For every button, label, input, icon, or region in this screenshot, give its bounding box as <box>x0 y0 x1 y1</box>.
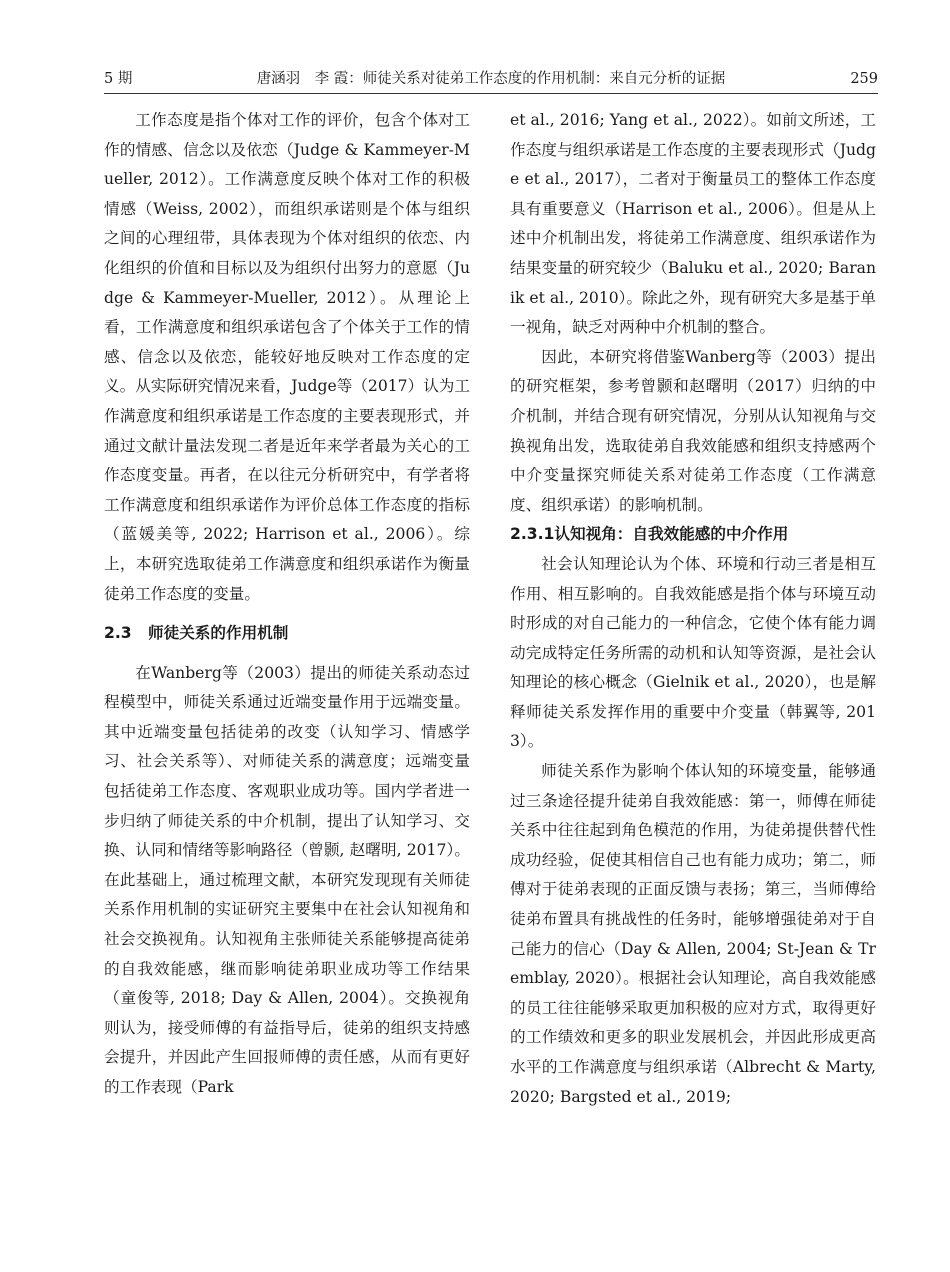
section-number: 2.3 <box>104 624 132 643</box>
issue-label: 5 期 <box>104 71 133 87</box>
paragraph-continuation: et al., 2016; Yang et al., 2022）。如前文所述，工作态度与组织承诺是工作态度的主要表现形式（Judge et al., 2017），二者对于衡量员工的整体工作态度具有重要意义（Harrison et al., 2006）。但是从上述中介机制出发，将徒弟工作满意度、组织承诺作为结果变量的研究较少（Baluku et al., 2020; Baranik et al., 2010）。除此之外，现有研究大多是基于单一视角，缺乏对两种中介机制的整合。 <box>510 111 876 337</box>
paragraph-mechanism: 在Wanberg等（2003）提出的师徒关系动态过程模型中，师徒关系通过近端变量作用于远端变量。其中近端变量包括徒弟的改变（认知学习、情感学习、社会关系等）、对师徒关系的满意度；远端变量包括徒弟工作态度、客观职业成功等。国内学者进一步归纳了师徒关系的中介机制，提出了认知学习、交换、认同和情绪等影响路径（曾颢, 赵曙明, 2017）。在此基础上，通过梳理文献，本研究发现现有关师徒关系作用机制的实证研究主要集中在社会认知视角和社会交换视角。认知视角主张师徒关系能够提高徒弟的自我效能感，继而影响徒弟职业成功等工作结果（童俊等, 2018; Day & Allen, 2004）。交换视角则认为，接受师傅的有益指导后，徒弟的组织支持感会提升，并因此产生回报师傅的责任感，从而有更好的工作表现（Park <box>104 663 470 1096</box>
left-column <box>104 106 470 1103</box>
paragraph-framework: 因此，本研究将借鉴Wanberg等（2003）提出的研究框架，参考曾颢和赵曙明（2017）归纳的中介机制，并结合现有研究情况，分别从认知视角与交换视角出发，选取徒弟自我效能感和组织支持感两个中介变量探究师徒关系对徒弟工作态度（工作满意度、组织承诺）的影响机制。 <box>510 347 876 514</box>
section-heading-2-3 <box>104 619 470 649</box>
subsection-title: 认知视角：自我效能感的中介作用 <box>554 525 789 544</box>
page-number: 259 <box>850 71 878 87</box>
subsection-heading-2-3-1 <box>510 520 876 550</box>
section-title: 师徒关系的作用机制 <box>148 624 289 643</box>
running-title: 唐涵羽 李 霞：师徒关系对徒弟工作态度的作用机制：来自元分析的证据 <box>256 71 726 87</box>
paragraph-self-efficacy: 师徒关系作为影响个体认知的环境变量，能够通过三条途径提升徒弟自我效能感：第一，师傅在师徒关系中往往起到角色模范的作用，为徒弟提供替代性成功经验，促使其相信自己也有能力成功；第二，师傅对于徒弟表现的正面反馈与表扬；第三，当师傅给徒弟布置具有挑战性的任务时，能够增强徒弟对于自己能力的信心（Day & Allen, 2004; St-Jean & Tremblay, 2020）。根据社会认知理论，高自我效能感的员工往往能够采取更加积极的应对方式，取得更好的工作绩效和更多的职业发展机会，并因此形成更高水平的工作满意度与组织承诺（Albrecht & Marty, 2020; Bargsted et al., 2019; <box>510 762 876 1106</box>
header-rule <box>104 93 878 94</box>
paragraph-social-cognition: 社会认知理论认为个体、环境和行动三者是相互作用、相互影响的。自我效能感是指个体与环境互动时形成的对自己能力的一种信念，它使个体有能力调动完成特定任务所需的动机和认知等资源，是社会认知理论的核心概念（Gielnik et al., 2020），也是解释师徒关系发挥作用的重要中介变量（韩翼等, 2013）。 <box>510 554 876 751</box>
right-column <box>510 106 876 1112</box>
running-header <box>104 70 878 92</box>
paragraph-work-attitude: 工作态度是指个体对工作的评价，包含个体对工作的情感、信念以及依恋（Judge & Kammeyer-Mueller, 2012）。工作满意度反映个体对工作的积极情感（Weiss, 2002），而组织承诺则是个体与组织之间的心理纽带，具体表现为个体对组织的依恋、内化组织的价值和目标以及为组织付出努力的意愿（Judge & Kammeyer-Mueller, 2012）。从理论上看，工作满意度和组织承诺包含了个体关于工作的情感、信念以及依恋，能较好地反映对工作态度的定义。从实际研究情况来看，Judge等（2017）认为工作满意度和组织承诺是工作态度的主要表现形式，并通过文献计量法发现二者是近年来学者最为关心的工作态度变量。再者，在以往元分析研究中，有学者将工作满意度和组织承诺作为评价总体工作态度的指标（蓝媛美等, 2022; Harrison et al., 2006）。综上，本研究选取徒弟工作满意度和组织承诺作为衡量徒弟工作态度的变量。 <box>104 111 470 603</box>
subsection-number: 2.3.1 <box>510 525 555 544</box>
